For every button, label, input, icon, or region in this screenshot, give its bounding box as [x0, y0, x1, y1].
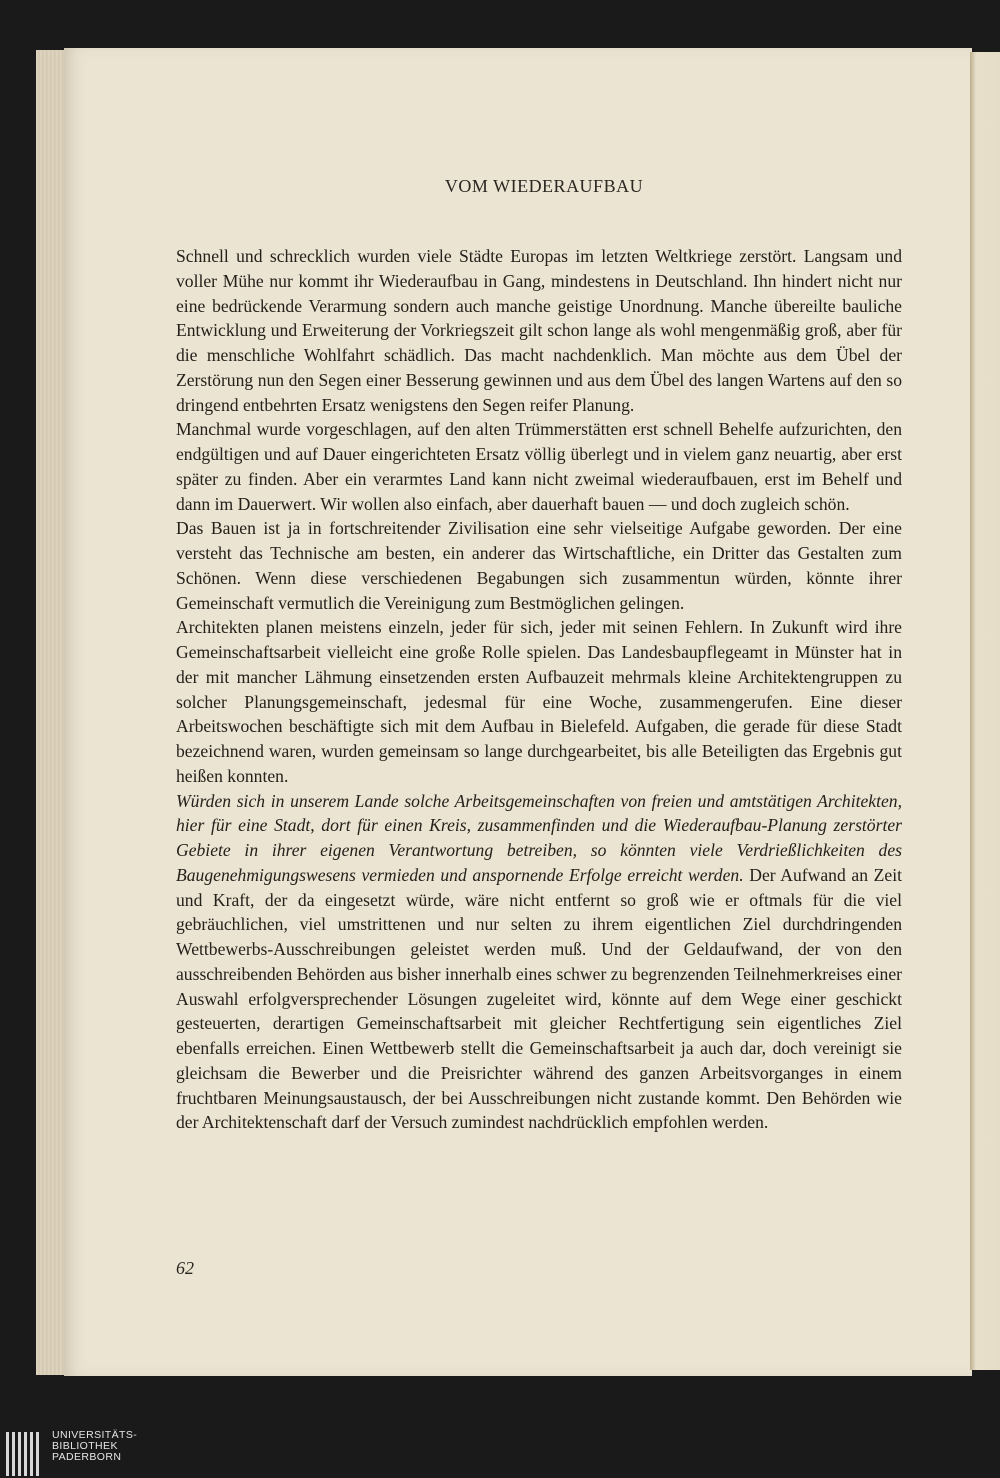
italic-text-segment: Würden sich in unserem Lande solche Arbeitsgemeinschaften von freien und amtstätigen Architekten, hier für eine Stadt, dort für einen Kreis, zusammenfinden und die Wiederaufbau-Planung zerstörter Gebiete in ihrer eigenen Verantwortung betreiben, so könnten viele Verdrießlichkeiten des Baugenehmigungswesens vermieden und anspornende Erfolge erreicht werden. — [176, 790, 902, 885]
library-logo-line-1: UNIVERSITÄTS- — [52, 1429, 138, 1441]
text-segment: Manchmal wurde vorgeschlagen, auf den alten Trümmerstätten erst schnell Behelfe aufzurichten, den endgültigen und auf Dauer eingerichteten Ersatz völlig überlegt und in vielem ganz neuartig, aber erst später zu finden. Aber ein verarmtes Land kann nicht zweimal wiederaufbauen, erst im Behelf und dann im Dauerwert. Wir wollen also einfach, aber dauerhaft bauen — und doch zugleich schön. — [176, 419, 902, 514]
paragraph — [176, 516, 902, 615]
paragraph — [176, 615, 902, 788]
page-number: 62 — [176, 1258, 194, 1278]
book-page-edges-left — [36, 50, 66, 1375]
page-heading: VOM WIEDERAUFBAU — [444, 176, 644, 196]
text-segment: Schnell und schrecklich wurden viele Städte Europas im letzten Weltkriege zerstört. Langsam und voller Mühe nur kommt ihr Wiederaufbau in Gang, mindestens in Deutschland. Ihn hindert nicht nur eine bedrückende Verarmung sondern auch manche geistige Unordnung. Manche übereilte bauliche Entwicklung und Erweiterung der Vorkriegszeit gilt schon lange als wohl mengenmäßig groß, aber für die menschliche Wohlfahrt schädlich. Das macht nachdenklich. Man möchte aus dem Übel der Zerstörung nun den Segen einer Besserung gewinnen und aus dem Übel des langen Wartens auf den so dringend entbehrten Ersatz wenigstens den Segen reifer Planung. — [176, 246, 902, 415]
text-segment: Der Aufwand an Zeit und Kraft, der da eingesetzt würde, wäre nicht entfernt so groß wie er oftmals für die viel gebräuchlichen, viel umstrittenen und nur selten zu ihrem eigentlichen Ziel durchdringenden Wettbewerbs-Ausschreibungen geleistet werden muß. Und der Geldaufwand, der von den ausschreibenden Behörden aus bisher innerhalb eines schwer zu begrenzenden Teilnehmerkreises einer Auswahl erfolgversprechender Lösungen zugeleitet wird, könnte auf dem Wege einer geschickt gesteuerten, derartigen Gemeinschaftsarbeit mit gleicher Rechtfertigung sein eigentliches Ziel ebenfalls erreichen. Einen Wettbewerb stellt die Gemeinschaftsarbeit ja auch dar, doch vereinigt sie gleichsam die Bewerber und die Preisrichter während des ganzen Arbeitsvorganges in einem fruchtbaren Meinungsaustausch, der bei Ausschreibungen nicht zustande kommt. Den Behörden wie der Architektenschaft darf der Versuch zumindest nachdrücklich empfohlen werden. — [176, 864, 903, 1133]
text-segment: Das Bauen ist ja in fortschreitender Zivilisation eine sehr vielseitige Aufgabe geworden. Der eine versteht das Technische am besten, ein anderer das Wirtschaftliche, ein Dritter das Gestalten zum Schönen. Wenn diese verschiedenen Begabungen sich zusammentun würden, könnte ihrer Gemeinschaft vermutlich die Vereinigung zum Bestmöglichen gelingen. — [176, 518, 902, 613]
library-logo-line-2: BIBLIOTHEK — [52, 1440, 118, 1452]
library-logo-line-3: PADERBORN — [52, 1451, 122, 1463]
book-facing-page-edge — [970, 52, 1000, 1370]
body-text — [176, 244, 902, 1135]
library-logo-bars-icon — [6, 1432, 46, 1476]
text-segment: Architekten planen meistens einzeln, jeder für sich, jeder mit seinen Fehlern. In Zukunft wird ihre Gemeinschaftsarbeit vielleicht eine große Rolle spielen. Das Landesbaupflegeamt in Münster hat in der mit mancher Lähmung einsetzenden ersten Aufbauzeit mehrmals kleine Architektengruppen zu solcher Planungsgemeinschaft, jedesmal für eine Woche, zusammengerufen. Eine dieser Arbeitswochen beschäftigte sich mit dem Aufbau in Bielefeld. Aufgaben, die gerade für diese Stadt bezeichnend waren, wurden gemeinsam so lange durchgearbeitet, bis alle Beteiligten das Ergebnis gut heißen konnten. — [176, 617, 902, 786]
paragraph — [176, 789, 902, 1136]
paragraph — [176, 417, 902, 516]
library-logo-text — [52, 1430, 137, 1463]
library-logo — [0, 1424, 320, 1478]
paragraph — [176, 244, 902, 417]
